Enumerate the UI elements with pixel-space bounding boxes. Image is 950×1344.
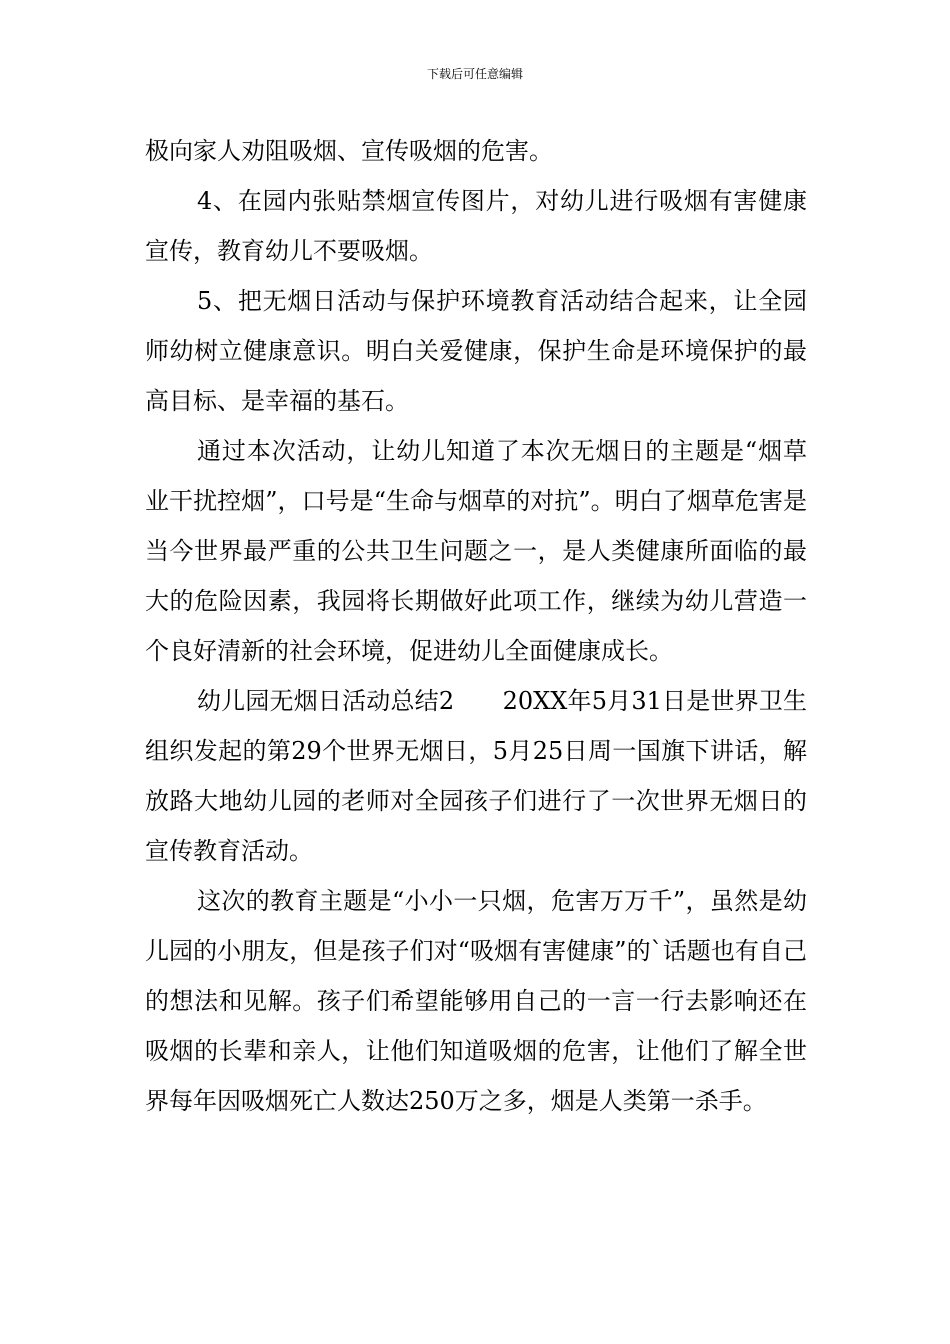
paragraph-summary: 通过本次活动，让幼儿知道了本次无烟日的主题是“烟草业干扰控烟”，口号是“生命与烟草的对抗”。明白了烟草危害是当今世界最严重的公共卫生问题之一，是人类健康所面临的最大的危险因素，我园将长期做好此项工作，继续为幼儿营造一个良好清新的社会环境，促进幼儿全面健康成长。 xyxy=(145,437,807,665)
paragraph-continuation: 极向家人劝阻吸烟、宣传吸烟的危害。 xyxy=(145,137,553,165)
document-body xyxy=(145,126,807,1126)
paragraph-education-theme: 这次的教育主题是“小小一只烟，危害万万千”，虽然是幼儿园的小朋友，但是孩子们对“吸烟有害健康”的`话题也有自己的想法和见解。孩子们希望能够用自己的一言一行去影响还在吸烟的长辈和亲人，让他们知道吸烟的危害，让他们了解全世界每年因吸烟死亡人数达250万之多，烟是人类第一杀手。 xyxy=(145,887,807,1115)
paragraph-item-4: 4、在园内张贴禁烟宣传图片，对幼儿进行吸烟有害健康宣传，教育幼儿不要吸烟。 xyxy=(145,187,807,265)
paragraph-summary-2-intro: 幼儿园无烟日活动总结2 20XX年5月31日是世界卫生组织发起的第29个世界无烟日，5月25日周一国旗下讲话，解放路大地幼儿园的老师对全园孩子们进行了一次世界无烟日的宣传教育活动。 xyxy=(145,687,807,865)
paragraph-item-5: 5、把无烟日活动与保护环境教育活动结合起来，让全园师幼树立健康意识。明白关爱健康，保护生命是环境保护的最高目标、是幸福的基石。 xyxy=(145,287,807,415)
page-header: 下载后可任意编辑 xyxy=(426,67,523,81)
